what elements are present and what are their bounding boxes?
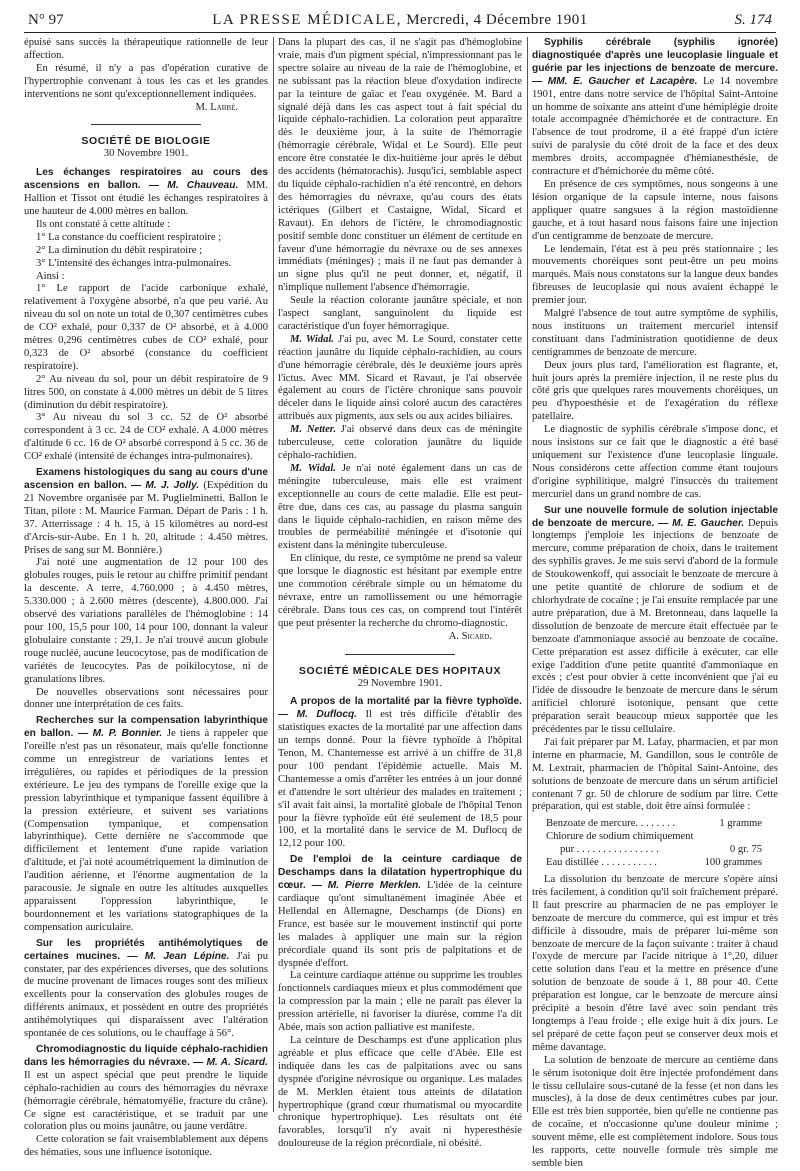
article-author: M. Chauveau. — [167, 180, 239, 192]
section-date: 30 Novembre 1901. — [103, 148, 189, 160]
paragraph: Malgré l'absence de tout autre symptôme de syphilis, nous instituons un traitement mercuriel intensif constituant dans l'administration quotidienne de deux centigrammes de benzoate de mercure. — [532, 308, 778, 358]
ingredient: Eau distillée . . . . . . . . . . . — [546, 857, 657, 869]
paragraph: Je tiens à rappeler que l'oreille n'est pas un résonateur, mais qu'elle fonctionne comme un enregistreur de variations lentes et irrégulières, ou rapides et périodiques de la pression extérieure. Le jeu des tympans de l'oreille exige que la pression labyrinthique et tympanique fassent équilibre à la pression extérieure, et suivent ses variations (Compensation tympanique, et compensation labyrinthique). Cette dernière ne s'accommode que difficilement et lentement d'une rapide variation d'altitude, et j'ai noté acoumétriquement la diminution de l'audition aérienne, et l'énorme augmentation de la paracousie. Je signale en outre les altitudes auxquelles apparaissent l'oppression labyrinthique, le bourdonnement et les variations statographiques de la compensation auriculaire. — [24, 728, 268, 933]
paragraph: L'idée de la ceinture cardiaque qu'ont simultanément imaginée Abée et Hellendal en Allemagne, Deschamps (de Dions) en France, est basée sur le mouvement instinctif qui porte les malades à appliquer une main sur la région précordiale quand ils sont pris de palpitations et de dyspnée d'effort. — [278, 880, 523, 969]
heading-text: Recherches sur la compensation labyrinthique en ballon. — — [24, 715, 268, 740]
list-item: 1° La constance du coefficient respiratoire ; — [36, 231, 222, 243]
signature: A. Sicard. — [448, 630, 492, 642]
issue-date: Mercredi, 4 Décembre 1901 — [406, 12, 588, 28]
list-item: Ainsi : — [36, 270, 65, 282]
paragraph: Le diagnostic de syphilis cérébrale s'impose donc, et nous insistons sur ce fait que le diagnostic a été basé uniquement sur l'existence d'une leucoplasie linguale. Nous considérons cette affection comme étant toujours d'origine syphilitique, malgré l'insuccès du traitement mercuriel dans un grand nombre de cas. — [532, 424, 778, 500]
ingredient: pur . . . . . . . . . . . . . . . . — [560, 844, 659, 856]
paragraph: épuisé sans succès la thérapeutique rationnelle de leur affection. — [24, 37, 268, 61]
paragraph-text: J'ai observé dans deux cas de méningite tuberculeuse, cette coloration jaunâtre du liquide céphalo-rachidien. — [278, 424, 523, 461]
article-heading — [532, 505, 778, 737]
paragraph: MM. Hallion et Tissot ont étudié les échanges respiratoires à une hauteur de 4.000 mètres en ballon. — [24, 180, 268, 217]
section-divider — [345, 654, 455, 655]
ingredient: Benzoate de mercure. . . . . . . . — [546, 818, 676, 830]
heading-text: Syphilis cérébrale (syphilis ignorée) diagnostiquée d'après une leucoplasie linguale et guérie par les injections de benzoate de mercure. — — [532, 37, 778, 87]
journal-title: LA PRESSE MÉDICALE, — [212, 12, 402, 28]
column-middle — [278, 37, 523, 1150]
paragraph: Deux jours plus tard, l'amélioration est flagrante, et, huit jours après la première injection, il ne reste plus du côté gris que quelques rares mouvements choréiques, un peu d'hypoesthésie et de l'exagération du réflexe patellaire. — [532, 359, 778, 423]
paragraph: 1° Le rapport de l'acide carbonique exhalé, relativement à l'oxygène absorbé, n'a que peu varié. Au niveau du sol on note un total de 0,307 centimètres cubes de CO² exhalé, pour 0,337 de O² absorbé, et à 4.000 mètres 0,296 centimètres cubes de CO² exhalé, pour 0,323 de O² absorbé (constance du coefficient respiratoire). — [24, 283, 268, 372]
article-author: M. E. Gaucher. — [672, 517, 745, 529]
paragraph: Ils ont constaté à cette altitude : — [36, 218, 171, 230]
column-rule — [273, 37, 274, 1112]
discussion-paragraph — [278, 424, 522, 463]
paragraph: La ceinture cardiaque atténue ou supprime les troubles fonctionnels cardiaques mieux et plus commodément que la compression par la main ; elle ne paraît pas élever la pression artérielle, ni favoriser la diurèse, comme l'a dit Abée, mais son action palliative est manifeste. — [278, 970, 522, 1034]
paragraph: La dissolution du benzoate de mercure s'opère ainsi très facilement, à condition qu'il soit fraîchement préparé. Il faut prescrire au pharmacien de ne pas employer le benzoate de mercure du commerce, qui est impur et très difficile à dissoudre, mais de préparer lui-même son benzoate de mercure de la façon suivante : traiter à chaud l'oxyde de mercure par l'acide nitrique à 1°,20, diluer cette solution dans l'eau et la mettre en présence d'une solution de benzoate de soude à 1, 88 pour 40. Cette préparation est longue, car le benzoate de mercure ainsi précipité a besoin d'être lavé avec soin pendant très longtemps à l'eau froide ; elle exige huit à dix jours. Le sel préparé de cette façon peut se conserver deux mois et même davantage. — [532, 874, 778, 1053]
article-author: MM. E. Gaucher et Lacapère. — [547, 75, 698, 87]
column-left — [24, 37, 268, 1159]
quantity: 1 gramme — [719, 818, 762, 830]
article-heading — [24, 167, 268, 219]
article-author: M. J. Jolly. — [145, 480, 200, 491]
article-heading — [532, 37, 778, 179]
paragraph: 2° Au niveau du sol, pour un débit respiratoire de 9 litres 500, on constate à 4.000 mètres un débit de 5 litres (diminution du débit respiratoire). — [24, 373, 268, 411]
paragraph: J'ai pu constater, par des expériences diverses, que des solutions de mucine provenant de limaces rouges sont des milieux excellents pour la conservation des globules rouges de différents animaux, et possèdent en outre des propriétés antihémolytiques qui disparaissent avec l'altération spontanée de ces solutions, ou le chauffage à 56°. — [24, 950, 268, 1040]
masthead-title-line — [24, 12, 776, 29]
paragraph: J'ai noté une augmentation de 12 pour 100 des globules rouges, puis le retour au chiffre primitif pendant la descente. A terre, 4.760.000 ; à 4.450 mètres, 5.330.000 ; à 2.600 mètres (descente), 4.800.000. J'ai observé des variations parallèles de l'hémoglobine : 14 pour 100, 15,5 pour 100, 14 pour 100, donnant la valeur globulaire constante : 29,1. Je n'ai trouvé aucun globule rouge nucléé, aucune leucocytose, pas de modification de variétés de leucocytes. Pas de poikilocytose, ni de granulations libres. — [24, 557, 268, 685]
paragraph-text: J'ai pu, avec M. Le Sourd, constater cette réaction jaunâtre du liquide céphalo-rachidien, au cours d'une hémorragie cérébrale, dès le deuxième jours après l'ictus. Avec MM. Sicard et Ravaut, je l'ai observée également au cours de l'ictère chronique sans pouvoir déceler dans le liquide ainsi coloré aucun des caractères attribués aux pigments, aux sels ou aux acides biliaires. — [278, 333, 522, 423]
quantity: 100 grammes — [704, 857, 762, 869]
article-author: M. Pierre Merklen. — [327, 880, 422, 892]
section-date: 29 Novembre 1901. — [357, 677, 443, 689]
heading-text: Chromodiagnostic du liquide céphalo-rachidien dans les hémorragies du névraxe. — — [24, 1043, 268, 1068]
section-divider — [91, 124, 201, 125]
discussion-paragraph — [278, 334, 522, 424]
formula-row — [546, 857, 778, 870]
paragraph: La ceinture de Deschamps est d'une application plus agréable et plus efficace que celle d'Abée. Elle est indiquée dans les cas de palpitations avec ou sans dyspnée d'origine névrosique ou organique. Les malades de M. Merklen étaient tous atteints de dilatation hypertrophique (grand cœur rhumatismal ou myocardite chronique hypertrophique). Les résultats ont été favorables, lorsqu'il n'y avait ni hyperesthésie douloureuse de la région précordiale, ni obésité. — [278, 1034, 522, 1150]
paragraph: En clinique, du reste, ce symptôme ne prend sa valeur que lorsque le diagnostic est hésitant par exemple entre une commotion cérébrale simple ou un hématome du névraxe, entre un ramollissement ou une hémorragie cérébrale. Dans tous ces cas, on comprend tout l'intérêt que peut présenter la recherche du chromo-diagnostic. — [278, 553, 522, 629]
section-title: SOCIÉTÉ DE BIOLOGIE — [81, 135, 211, 148]
paragraph: En résumé, il n'y a pas d'opération curative de l'hypertrophie convenant à tous les cas et les grandes interventions ne sont qu'exceptionnellement indiquées. — [24, 62, 268, 100]
paragraph: 3° Au niveau du sol 3 cc. 52 de O² absorbé correspondent à 3 cc. 24 de CO² exhalé. A 4.000 mètres d'altitude 6 cc. 16 de O² absorbé correspond à 5 cc. 36 de CO² exhalé (intensité de échanges intra-pulmonaires). — [24, 412, 268, 463]
list-item: 2° La diminution du débit respiratoire ; — [36, 244, 203, 256]
article-heading — [24, 1044, 268, 1134]
list-item: 3° L'intensité des échanges intra-pulmonaires. — [36, 257, 232, 269]
column-rule — [527, 37, 528, 1112]
article-author: M. Duflocq. — [296, 709, 358, 721]
signature: M. Labbé. — [195, 101, 238, 113]
heading-text: A propos de la mortalité par la fièvre typhoïde. — — [278, 696, 522, 721]
paragraph: Il est très difficile d'établir des statistiques exactes de la mortalité par une affection dans un temps donné. Pour la fièvre typhoïde à l'hôpital Tenon, M. Chantemesse est arrivé à un chiffre de 31,8 pour 100 pendant l'épidémie actuelle. Mais M. Chantemesse a omis d'arrêter les entrées à un jour donné et d'attendre le sort ultérieur des malades en traitement ; s'il avait fait ainsi, la mortalité globale de l'hôpital Tenon pour la fièvre typhoïde eût été seulement de 18,5 pour 100, et la mortalité dans le service de M. Duflocq de 12,12 pour 100. — [278, 709, 522, 850]
article-heading — [278, 696, 522, 851]
heading-text: Sur les propriétés antihémolytiques de certaines mucines. — — [24, 937, 268, 962]
issue-number: N° 97 — [28, 12, 64, 28]
discussant: M. Widal. — [290, 333, 335, 345]
paragraph: Cette coloration se fait vraisemblablement aux dépens des hématies, sous une influence isotonique. — [24, 1134, 268, 1159]
paragraph: Seule la réaction colorante jaunâtre spéciale, et non l'aspect sanglant, sanguinolent du liquide est caractéristique d'un foyer hémorragique. — [278, 295, 522, 332]
article-author: M. A. Sicard. — [206, 1056, 268, 1068]
article-author: M. Jean Lépine. — [144, 950, 230, 962]
paragraph: Il est un aspect spécial que peut prendre le liquide céphalo-rachidien au cours des hémorragies du névraxe (hémorragie cérébrale, hématomyélie, fracture du crâne). Ce signe est caractéristique, et se traduit par une coloration plus ou moins jaunâtre, ou jaune verdâtre. — [24, 1069, 268, 1133]
page-number: S. 174 — [734, 12, 772, 28]
heading-text: Les échanges respiratoires au cours des ascensions en ballon. — — [24, 167, 268, 192]
article-author: M. P. Bonnier. — [92, 728, 163, 740]
paragraph: La solution de benzoate de mercure au centième dans le sérum isotonique doit être injectée profondément dans le tissu cellulaire sous-cutané de la fesse (et non dans les muscles), à la dose de deux centimètres cubes par jour. Elle est très bien supportée, bien qu'elle ne contienne pas de cocaïne, et n'occasionne qu'une douleur minime ; souvent même, elle est complètement indolore. Sous tous les rapports, cette nouvelle formule très simple me semble bien — [532, 1054, 778, 1169]
article-heading — [278, 854, 522, 970]
heading-text: De l'emploi de la ceinture cardiaque de Deschamps dans la dilatation hypertrophique du cœur. — — [278, 854, 522, 892]
section-title: SOCIÉTÉ MÉDICALE DES HOPITAUX — [298, 664, 502, 677]
paragraph-text: Je n'ai noté également dans un cas de méningite tuberculeuse, mais elle est vraiment exceptionnelle au cours de cette maladie. Elle est peut-être due, dans ces cas, au passage du plasma sanguin dans le liquide céphalo-rachidien, en raison même des troubles de perméabilité méningée et d'isotonie qui existent dans la méningite tuberculeuse. — [278, 462, 522, 552]
formula-row — [546, 844, 778, 857]
masthead — [24, 8, 776, 33]
ingredient: Chlorure de sodium chimiquement — [546, 831, 694, 843]
discussant: M. Netter. — [290, 424, 336, 436]
paragraph: (Expédition du 21 Novembre organisée par M. Puglielminetti. Ballon le Titan, pilote : M. Maurice Farman. Départ de Paris : 1 h. 37. Atterrissage : 4 h. 15, à 15 kilomètres au nord-est d'Arcis-sur-Aube. En 1 h. 20, altitude : 4.450 mètres. Prises de sang sur M. Bonnière.) — [24, 480, 268, 556]
paragraph: Depuis longtemps j'emploie les injections de benzoate de mercure, comme préparation de choix, dans le traitement des syphilis graves. Je me suis servi d'abord de la formule de Stoukowenkoff, qui associait le benzoate de mercure à une petite quantité de chlorure de sodium et de chlorhydrate de cocaïne ; je l'ai ensuite remplacée par une autre préparation, due à M. Bretonneau, dans laquelle la dissolution de benzoate de mercure était effectuée par le benzoate d'ammoniaque associé au benzoate de cocaïne. Cette préparation est assez difficile à exécuter, car elle exige l'addition d'une petite quantité d'ammoniaque en excès ; c'est pour obvier à cette inconvénient que j'ai eu l'idée de dissoudre le benzoate de mercure dans le sérum artificiel chloruré isotonique, pensant que cette préparation serait beaucoup mieux supportée que les précédentes par le tissu cellulaire. — [532, 517, 779, 736]
discussion-paragraph — [278, 463, 522, 553]
formula-row — [546, 818, 778, 831]
column-right — [532, 37, 779, 1169]
quantity: 0 gr. 75 — [729, 844, 762, 856]
paragraph: Le 14 novembre 1901, entre dans notre service de l'hôpital Saint-Antoine un homme de soixante ans atteint d'une hémiplégie droite totale accompagnée d'hémichorée et de contracture. En l'absence de tout prodrome, il a été frappé d'un ictère suivi de paralysie du côté droit de la face et des deux membres droits, accompagnée d'hémianesthésie, de contracture et d'hémichorée du même côté. — [532, 75, 778, 178]
discussant: M. Widal. — [290, 462, 336, 474]
article-heading — [24, 715, 268, 934]
paragraph: De nouvelles observations sont nécessaires pour donner une interprétation de ces faits. — [24, 686, 268, 711]
paragraph: Dans la plupart des cas, il ne s'agit pas d'hémoglobine vraie, mais d'un pigment spécial, n'impressionnant pas le spectre solaire au niveau de la raie de l'hémoglobine, et ne subissant pas la réaction bleue d'oxydation indirecte par la teinture de gaïac et l'eau oxygénée. M. Bard a signalé déjà dans les cas aspect tout à fait spécial du liquide céphalo-rachidien. La coloration peut apparaître dès le deuxième jour, à la suite de l'hémorragie (hémorragie cérébrale, Widal et Le Sourd). Elle peut encore être constatée le dix-huitième jour après le début des accidents (hématorachis). Jusqu'ici, semblable aspect du liquide céphalo-rachidien n'a été rencontré, en dehors des hémorragies du névraxe, qu'au cours des états ictériques (Gilbert et Castaigne, Widal, Sicard et Ravaut). En dehors de l'ictère, le chromodiagnostic positif semble donc constituer un élément de certitude en faveur d'une hémorragie du névraxe ou de ses annexes immédiats (méninges) ; mais il ne faut pas demander à un signe plus qu'il ne peut donner, et, négatif, il n'implique nullement l'absence d'hémorragie. — [278, 37, 522, 294]
formula-table — [546, 818, 778, 870]
heading-text: Examens histologiques du sang au cours d'une ascension en ballon. — — [24, 467, 268, 491]
formula-row — [546, 831, 778, 844]
paragraph: Le lendemain, l'état est à peu près stationnaire ; les mouvements choréiques sont peut-être un peu moins marqués. Mais nous constatons sur la langue deux bandes fibreuses de leucoplasie qui nous avaient échappé le premier jour. — [532, 243, 778, 307]
paragraph: J'ai fait préparer par M. Lafay, pharmacien, et par mon interne en pharmacie, M. Gandillon, sous le contrôle de M. Lextrait, pharmacien de l'hôpital Saint-Antoine, des solutions de benzoate de mercure dans un sérum artificiel contenant 7 gr. 50 de chlorure de sodium par litre. Cette préparation, qui est stable, doit être ainsi formulée : — [532, 736, 778, 813]
heading-text: Sur une nouvelle formule de solution injectable de benzoate de mercure. — — [532, 504, 778, 529]
article-heading — [24, 467, 268, 557]
paragraph: En présence de ces symptômes, nous songeons à une lésion organique de la capsule interne, nous faisons appliquer quatre sangsues à la région mastoïdienne gauche, et à tout hasard nous faisons faire une injection d'un centigramme de benzoate de mercure. — [532, 178, 778, 242]
article-heading — [24, 938, 268, 1041]
